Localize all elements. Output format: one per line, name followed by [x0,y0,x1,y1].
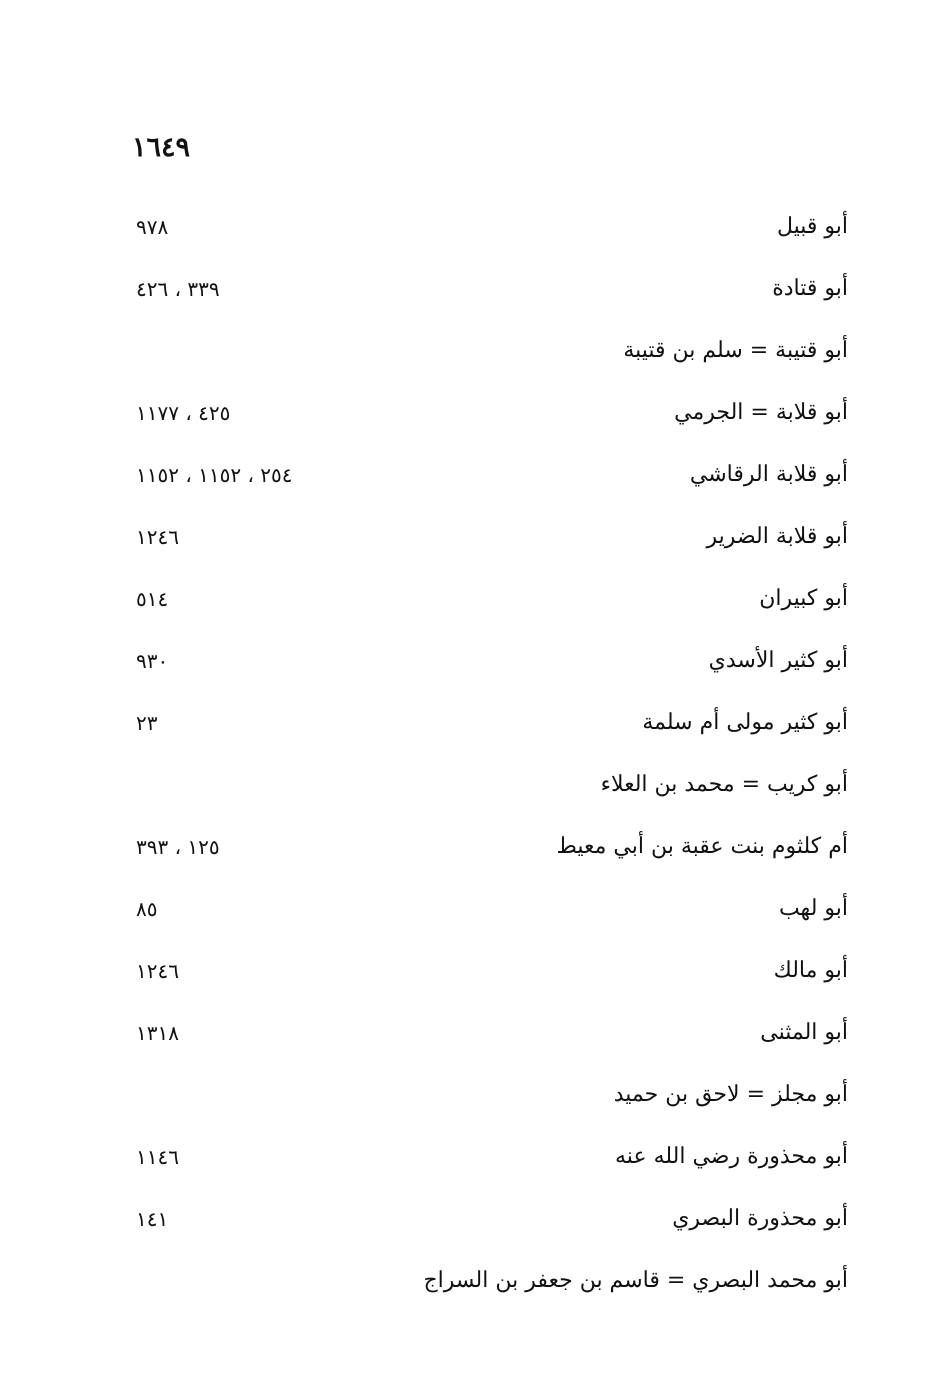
index-entry [0,268,946,330]
entry-name: أبو كبيران [759,586,848,611]
entry-name: أبو المثنى [760,1020,848,1045]
entry-name: أبو لهب [778,896,848,921]
index-entry [0,950,946,1012]
entry-name: أبو محذورة البصري [672,1206,848,1231]
index-entry [0,702,946,764]
entry-page-refs: ٥١٤ [136,587,169,611]
entry-name: أبو كثير الأسدي [708,648,848,673]
index-entry [0,454,946,516]
entry-name: أبو كريب = محمد بن العلاء [600,772,848,797]
index-entry [0,392,946,454]
entry-page-refs: ٢٥٤ ، ١١٥٢ ، ١١٥٢ [136,463,293,487]
index-entry [0,516,946,578]
index-entry [0,1074,946,1136]
entry-page-refs: ٣٣٩ ، ٤٢٦ [136,277,220,301]
index-entry [0,578,946,640]
entry-page-refs: ٩٣٠ [136,649,169,673]
index-entry [0,1136,946,1198]
entry-page-refs: ٤٢٥ ، ١١٧٧ [136,401,231,425]
index-entry [0,888,946,950]
index-entry [0,826,946,888]
entry-page-refs: ١٣١٨ [136,1021,179,1045]
entry-name: أبو قلابة = الجرمي [674,400,848,425]
entry-page-refs: ١٢٥ ، ٣٩٣ [136,835,220,859]
entry-page-refs: ٩٧٨ [136,215,169,239]
entry-name: أبو محمد البصري = قاسم بن جعفر بن السراج [423,1268,848,1293]
entry-name: أبو كثير مولى أم سلمة [642,710,848,735]
entry-page-refs: ١٢٤٦ [136,525,179,549]
index-entry [0,330,946,392]
entry-name: أبو قلابة الرقاشي [689,462,848,487]
entry-page-refs: ١١٤٦ [136,1145,179,1169]
index-entry [0,1260,946,1322]
entry-page-refs: ٢٣ [136,711,158,735]
entry-page-refs: ١٢٤٦ [136,959,179,983]
entry-name: أبو محذورة رضي الله عنه [615,1144,848,1169]
entry-name: أبو مجلز = لاحق بن حميد [613,1082,848,1107]
index-entry [0,764,946,826]
page-number: ١٦٤٩ [132,132,191,163]
entry-name: أبو قتادة [772,276,848,301]
entry-name: أبو قبيل [776,214,848,239]
index-entries-list [0,206,946,1322]
index-entry [0,640,946,702]
index-entry [0,1012,946,1074]
entry-name: أم كلثوم بنت عقبة بن أبي معيط [556,834,848,859]
entry-name: أبو قلابة الضرير [706,524,848,549]
entry-page-refs: ١٤١ [136,1207,169,1231]
index-entry [0,206,946,268]
entry-page-refs: ٨٥ [136,897,158,921]
index-entry [0,1198,946,1260]
entry-name: أبو قتيبة = سلم بن قتيبة [623,338,848,363]
entry-name: أبو مالك [773,958,848,983]
